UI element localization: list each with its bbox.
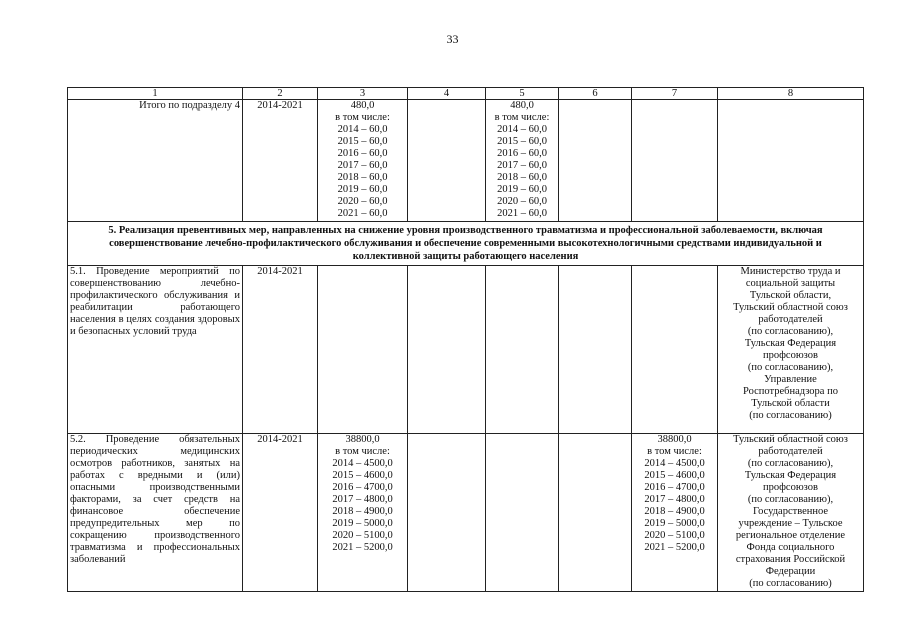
subtotal-col5-values: [486, 100, 559, 222]
section-title: 5. Реализация превентивных мер, направленных на снижение уровня производственного травматизма и профессиональной заболеваемости, включая совершенствование лечебно-профилактического обслуживания и обеспечение современными высокотехнологичными средствами индивидуальной и коллективной защиты работающего населения: [68, 222, 864, 266]
executor-line: (по согласованию),: [747, 494, 834, 505]
col-header-5: 5: [486, 88, 559, 100]
value-line: 2015 – 4600,0: [644, 470, 705, 481]
value-line: 2017 – 60,0: [497, 160, 547, 171]
row-5-1-col4: [408, 266, 486, 434]
executor-line: работодателей: [758, 446, 823, 457]
value-line: 2016 – 60,0: [337, 148, 388, 159]
row-5-1-executors: [718, 266, 864, 434]
value-line: 2020 – 60,0: [337, 196, 388, 207]
value-line: 2021 – 60,0: [497, 208, 547, 219]
value-line: 2015 – 60,0: [497, 136, 547, 147]
value-line: 2016 – 60,0: [497, 148, 547, 159]
value-line: 2020 – 60,0: [497, 196, 547, 207]
col-header-8: 8: [718, 88, 864, 100]
executor-line: работодателей: [758, 314, 823, 325]
table-row: [68, 266, 864, 434]
executor-line: Тульская Федерация: [744, 470, 837, 481]
value-line: 2019 – 60,0: [497, 184, 547, 195]
row-5-2-col4: [408, 434, 486, 592]
row-5-1-period: 2014-2021: [243, 266, 318, 434]
executor-line: (по согласованию),: [747, 326, 834, 337]
col-header-6: 6: [559, 88, 632, 100]
subtotal-row: [68, 100, 864, 222]
executor-line: Тульской области,: [749, 290, 832, 301]
executor-line: профсоюзов: [763, 350, 818, 361]
row-5-2-col6: [559, 434, 632, 592]
executor-line: учреждение – Тульское: [738, 518, 843, 529]
value-line: 2016 – 4700,0: [332, 482, 393, 493]
col-header-1: 1: [68, 88, 243, 100]
executor-line: Тульская Федерация: [744, 338, 837, 349]
value-line: 2014 – 4500,0: [644, 458, 705, 469]
value-line: в том числе:: [494, 112, 550, 123]
executor-line: профсоюзов: [763, 482, 818, 493]
executor-line: Управление: [764, 374, 817, 385]
value-line: 2016 – 4700,0: [644, 482, 705, 493]
value-line: 2017 – 4800,0: [644, 494, 705, 505]
row-5-2-col5: [486, 434, 559, 592]
value-line: 38800,0: [345, 434, 380, 445]
value-line: 2020 – 5100,0: [644, 530, 705, 541]
executor-line: (по согласованию),: [747, 362, 834, 373]
value-line: 2018 – 60,0: [497, 172, 547, 183]
row-5-1-col5: [486, 266, 559, 434]
executor-line: (по согласованию): [749, 410, 832, 421]
subtotal-col4: [408, 100, 486, 222]
value-line: в том числе:: [335, 112, 390, 123]
page-number: 33: [446, 32, 459, 46]
value-line: 2014 – 60,0: [497, 124, 547, 135]
value-line: 480,0: [350, 100, 375, 111]
col-header-2: 2: [243, 88, 318, 100]
subtotal-col8: [718, 100, 864, 222]
executor-line: региональное отделение: [735, 530, 846, 541]
value-line: 2020 – 5100,0: [332, 530, 393, 541]
row-5-1-label: 5.1. Проведение мероприятий по совершенствованию лечебно-профилактического обслуживания и реабилитации работающего населения в целях создания здоровых и безопасных условий труда: [68, 266, 243, 434]
subtotal-col3-values: [318, 100, 408, 222]
row-5-2-executors: [718, 434, 864, 592]
subtotal-col6: [559, 100, 632, 222]
column-number-row: [68, 88, 864, 100]
row-5-2-period: 2014-2021: [243, 434, 318, 592]
value-line: 2021 – 5200,0: [332, 542, 393, 553]
col-header-7: 7: [632, 88, 718, 100]
subtotal-col7: [632, 100, 718, 222]
value-line: 2014 – 60,0: [337, 124, 388, 135]
subtotal-period: 2014-2021: [243, 100, 318, 222]
value-line: 2019 – 60,0: [337, 184, 388, 195]
value-line: в том числе:: [647, 446, 702, 457]
value-line: 38800,0: [657, 434, 692, 445]
value-line: 2021 – 60,0: [337, 208, 388, 219]
executor-line: Федерации: [765, 566, 816, 577]
executor-line: Государственное: [752, 506, 829, 517]
value-line: 2018 – 60,0: [337, 172, 388, 183]
value-line: 2018 – 4900,0: [332, 506, 393, 517]
executor-line: (по согласованию): [749, 578, 832, 589]
table-row: [68, 434, 864, 592]
value-line: 2015 – 4600,0: [332, 470, 393, 481]
row-5-2-col3-values: [318, 434, 408, 592]
subtotal-label: Итого по подразделу 4: [68, 100, 243, 222]
value-line: 2017 – 60,0: [337, 160, 388, 171]
section-heading-row: [68, 222, 864, 266]
value-line: 480,0: [510, 100, 534, 111]
executor-line: (по согласованию),: [747, 458, 834, 469]
program-table: [67, 87, 864, 592]
executor-line: социальной защиты: [745, 278, 836, 289]
executor-line: страхования Российской: [735, 554, 846, 565]
row-5-1-col6: [559, 266, 632, 434]
value-line: 2021 – 5200,0: [644, 542, 705, 553]
value-line: 2014 – 4500,0: [332, 458, 393, 469]
executor-line: Тульский областной союз: [733, 302, 848, 313]
col-header-3: 3: [318, 88, 408, 100]
row-5-2-label: 5.2. Проведение обязательных периодических медицинских осмотров работников, занятых на работах с вредными и (или) опасными производственными факторами, за счет средств на финансовое обеспечение предупредительных мер по сокращению производственного травматизма и профессиональных заболеваний: [68, 434, 243, 592]
executor-line: Министерство труда и: [740, 266, 841, 277]
row-5-1-col3: [318, 266, 408, 434]
executor-line: Фонда социального: [746, 542, 835, 553]
row-5-2-col7-values: [632, 434, 718, 592]
row-5-1-col7: [632, 266, 718, 434]
value-line: в том числе:: [335, 446, 390, 457]
col-header-4: 4: [408, 88, 486, 100]
executor-line: Роспотребнадзора по: [743, 386, 838, 397]
value-line: 2017 – 4800,0: [332, 494, 393, 505]
executor-line: Тульской области: [751, 398, 830, 409]
value-line: 2015 – 60,0: [337, 136, 388, 147]
value-line: 2019 – 5000,0: [644, 518, 705, 529]
executor-line: Тульский областной союз: [733, 434, 848, 445]
value-line: 2019 – 5000,0: [332, 518, 393, 529]
value-line: 2018 – 4900,0: [644, 506, 705, 517]
